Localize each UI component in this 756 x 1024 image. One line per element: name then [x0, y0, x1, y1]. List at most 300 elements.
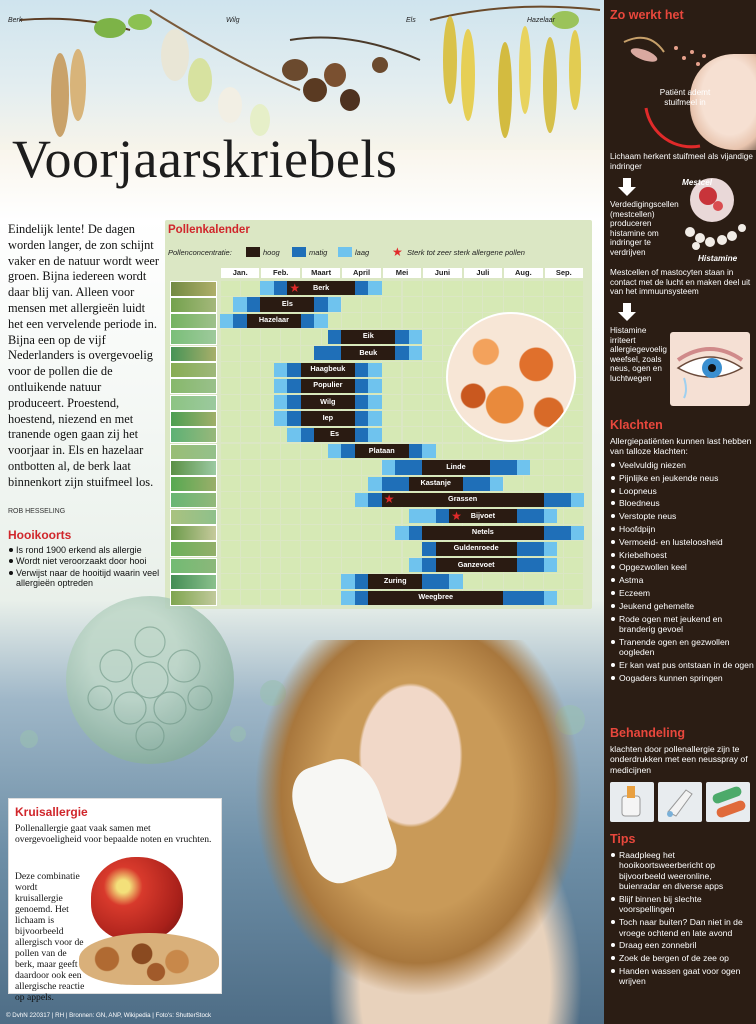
calendar-cell	[504, 281, 523, 296]
pollen-band-medium	[355, 281, 368, 295]
calendar-cell	[342, 509, 361, 524]
calendar-cell	[241, 541, 260, 556]
pollen-band-medium	[544, 493, 571, 507]
plant-label: Ganzevoet	[457, 559, 495, 569]
plant-photo	[170, 509, 217, 525]
calendar-cell	[423, 378, 442, 393]
calendar-cell	[241, 590, 260, 605]
calendar-cell	[382, 541, 401, 556]
plant-label: Els	[281, 298, 293, 308]
pollen-band-medium	[328, 330, 341, 344]
plant-photo	[170, 525, 217, 541]
pollen-band-medium	[287, 395, 300, 409]
calendar-cell	[322, 509, 341, 524]
intro-text: Eindelijk lente! De dagen worden langer, de zon schijnt vaker en de natuur wordt weer groen. Bijna iedereen wordt daar blij van. Alleen voor mensen met allergieën luidt het een vervelende periode in. Bijna een op de vijf Nederlanders is overgevoelig voor de pollen die de ontluikende natuur produceert. Proestend, hoestend, niezend en met tranende ogen gaan zij het voorjaar in. Els en hazelaar ontbotten al, de berk laat binnenkort zijn stuifmeel los.	[8, 222, 160, 489]
pollen-band-low	[355, 493, 368, 507]
pollen-band-medium	[409, 444, 422, 458]
calendar-cell	[281, 444, 300, 459]
calendar-cell	[564, 444, 583, 459]
calendar-cell	[524, 444, 543, 459]
klacht-item: Eczeem	[610, 588, 754, 598]
pollen-band-medium	[355, 574, 368, 588]
calendar-cell	[261, 492, 280, 507]
calendar-cell	[221, 427, 240, 442]
pollen-band-medium	[274, 281, 287, 295]
pollen-band-low	[328, 297, 341, 311]
right-sidebar	[604, 0, 756, 1024]
calendar-cell	[362, 558, 381, 573]
plant-photo	[170, 281, 217, 297]
pollen-band-medium	[517, 542, 544, 556]
pollen-source-icon	[624, 38, 706, 66]
klacht-item: Loopneus	[610, 486, 754, 496]
calendar-cell	[221, 281, 240, 296]
pollen-band-medium	[422, 542, 435, 556]
plant-photo	[170, 346, 217, 362]
pollen-band-medium	[490, 460, 517, 474]
calendar-cell	[221, 444, 240, 459]
calendar-cell	[403, 313, 422, 328]
pollen-band-low	[544, 591, 557, 605]
calendar-cell	[322, 525, 341, 540]
pollen-hex-pattern	[66, 596, 234, 764]
pollen-band-medium	[395, 460, 422, 474]
pollen-band-low	[544, 509, 557, 523]
pollen-band-medium	[463, 477, 490, 491]
plant-photo	[170, 492, 217, 508]
allergen-star-icon: ★	[289, 280, 301, 295]
calendar-cell	[564, 427, 583, 442]
pollen-grain-illustration	[66, 596, 234, 764]
pollen-band-low	[395, 526, 408, 540]
plant-photo	[170, 558, 217, 574]
klacht-item: Er kan wat pus ontstaan in de ogen	[610, 660, 754, 670]
plant-label: Zuring	[383, 575, 407, 585]
hooikoorts-section	[8, 528, 164, 590]
calendar-cell	[261, 525, 280, 540]
pollen-band-low	[274, 363, 287, 377]
woman-sneezing-photo	[232, 640, 604, 1024]
legend-swatch-medium	[292, 247, 306, 257]
calendar-cell	[261, 444, 280, 459]
klacht-item: Hoofdpijn	[610, 524, 754, 534]
calendar-cell	[544, 297, 563, 312]
pollen-band-low	[274, 411, 287, 425]
drops-image	[658, 782, 702, 822]
calendar-cell	[443, 444, 462, 459]
pollen-band-low	[341, 574, 354, 588]
pollen-band-medium	[287, 411, 300, 425]
calendar-cell	[261, 329, 280, 344]
calendar-cell	[403, 362, 422, 377]
plant-photo	[170, 362, 217, 378]
pollen-band-medium	[382, 477, 409, 491]
klacht-item: Astma	[610, 575, 754, 585]
calendar-cell	[281, 509, 300, 524]
month-label: Jan.	[221, 268, 259, 278]
pollen-band-low	[544, 542, 557, 556]
klachten-title: Klachten	[610, 418, 663, 432]
klacht-item: Opgezwollen keel	[610, 562, 754, 572]
calendar-cell	[362, 460, 381, 475]
calendar-cell	[564, 509, 583, 524]
plant-label: Haagbeuk	[310, 364, 346, 373]
calendar-cell	[261, 476, 280, 491]
pollen-band-medium	[301, 428, 314, 442]
pollen-band-low	[422, 444, 435, 458]
pollen-band-low	[368, 281, 381, 295]
pollen-microscope-image	[446, 312, 576, 442]
pollen-band-low	[382, 460, 395, 474]
plant-photo	[170, 329, 217, 345]
calendar-cell	[362, 541, 381, 556]
kruisallergie-text-2: Deze combinatie wordt kruisallergie genoemd. Het lichaam is bijvoorbeeld allergisch voor de pollen van de berk, maar geeft daardoor ook een allergische reactie op appels.	[15, 871, 85, 1003]
calendar-cell	[564, 590, 583, 605]
legend-swatch-high	[246, 247, 260, 257]
plant-label: Wilg	[320, 396, 336, 406]
calendar-cell	[504, 444, 523, 459]
klacht-item: Jeukend gehemelte	[610, 601, 754, 611]
tree-label-hazelaar: Hazelaar	[527, 17, 556, 24]
calendar-cell	[221, 362, 240, 377]
calendar-cell	[463, 444, 482, 459]
plant-label: Es	[330, 429, 340, 439]
calendar-cell	[281, 574, 300, 589]
calendar-cell	[221, 590, 240, 605]
page-title: Voorjaarskriebels	[12, 129, 398, 189]
calendar-cell	[221, 329, 240, 344]
calendar-cell	[281, 590, 300, 605]
pollen-band-low	[409, 509, 436, 523]
calendar-cell	[281, 525, 300, 540]
calendar-cell	[423, 411, 442, 426]
calendar-cell	[342, 460, 361, 475]
tip-item: Handen wassen gaat voor ogen wrijven	[610, 966, 754, 987]
down-arrow-icon	[618, 303, 636, 321]
calendar-cell	[221, 378, 240, 393]
klachten-intro: Allergiepatiënten kunnen last hebben van talloze klachten:	[610, 436, 752, 457]
calendar-cell	[443, 281, 462, 296]
month-label: Sep.	[545, 268, 583, 278]
calendar-cell	[524, 574, 543, 589]
down-arrow-icon	[618, 178, 636, 196]
legend-label: Pollenconcentratie:	[168, 248, 232, 257]
calendar-cell	[261, 541, 280, 556]
calendar-cell	[261, 558, 280, 573]
calendar-cell	[281, 492, 300, 507]
legend-high: hoog	[263, 248, 280, 257]
calendar-cell	[241, 574, 260, 589]
calendar-cell	[564, 411, 583, 426]
calendar-cell	[241, 346, 260, 361]
calendar-cell	[382, 509, 401, 524]
pollen-band-medium	[247, 297, 260, 311]
plant-photo	[170, 590, 217, 606]
calendar-cell	[261, 509, 280, 524]
plant-photo	[170, 541, 217, 557]
calendar-cell	[221, 476, 240, 491]
legend-low: laag	[355, 248, 370, 257]
plant-photo	[170, 476, 217, 492]
pollen-band-medium	[233, 314, 246, 328]
pollen-band-medium	[355, 379, 368, 393]
pollen-band-low	[368, 428, 381, 442]
calendar-cell	[301, 574, 320, 589]
klacht-item: Bloedneus	[610, 498, 754, 508]
calendar-cell	[463, 281, 482, 296]
klacht-item: Vermoeid- en lusteloosheid	[610, 537, 754, 547]
calendar-cell	[221, 525, 240, 540]
allergen-star-icon: ★	[451, 508, 462, 523]
calendar-cell	[483, 297, 502, 312]
calendar-cell	[281, 329, 300, 344]
calendar-cell	[443, 297, 462, 312]
calendar-cell	[443, 427, 462, 442]
calendar-cell	[322, 492, 341, 507]
calendar-cell	[301, 476, 320, 491]
calendar-cell	[362, 313, 381, 328]
plant-label: Iep	[322, 412, 334, 422]
calendar-cell	[403, 395, 422, 410]
pollen-band-medium	[503, 591, 543, 605]
calendar-cell	[322, 558, 341, 573]
calendar-cell	[423, 281, 442, 296]
calendar-cell	[322, 541, 341, 556]
pollen-band-medium	[422, 574, 449, 588]
calendar-cell	[382, 411, 401, 426]
pollen-band-low	[314, 314, 327, 328]
calendar-cell	[241, 281, 260, 296]
plant-photo	[170, 427, 217, 443]
calendar-cell	[221, 460, 240, 475]
calendar-cell	[241, 362, 260, 377]
plant-photo	[170, 297, 217, 313]
histamine-icon	[685, 224, 746, 250]
nasal-spray-image	[610, 782, 654, 822]
histamine-label: Histamine	[698, 254, 738, 263]
klacht-item: Oogaders kunnen springen	[610, 673, 754, 683]
calendar-cell	[362, 525, 381, 540]
pollen-band-medium	[368, 493, 381, 507]
pollen-band-low	[571, 526, 584, 540]
calendar-cell	[281, 558, 300, 573]
calendar-cell	[382, 378, 401, 393]
plant-label: Bijvoet	[470, 510, 496, 520]
kruisallergie-box	[8, 798, 222, 1003]
pollenkalender-title: Pollenkalender	[168, 224, 250, 236]
pollen-band-low	[409, 558, 422, 572]
calendar-cell	[403, 378, 422, 393]
eye-image	[670, 332, 750, 406]
tree-label-berk: Berk	[8, 17, 23, 24]
plant-label: Weegbree	[418, 592, 454, 602]
pollen-band-low	[517, 460, 530, 474]
calendar-cell	[342, 525, 361, 540]
calendar-cell	[382, 297, 401, 312]
pollen-band-medium	[355, 395, 368, 409]
klacht-item: Veelvuldig niezen	[610, 460, 754, 470]
pollen-band-low	[544, 558, 557, 572]
pollen-band-medium	[355, 411, 368, 425]
pollen-band-low	[287, 428, 300, 442]
pollen-band-medium	[395, 346, 408, 360]
calendar-cell	[564, 297, 583, 312]
pollen-band-low	[368, 411, 381, 425]
calendar-cell	[564, 558, 583, 573]
calendar-cell	[423, 427, 442, 442]
kruisallergie-title: Kruisallergie	[15, 805, 88, 819]
calendar-cell	[524, 476, 543, 491]
verdedigingscellen-text: Verdedigingscellen (mestcellen) produceren histamine om indringer te verdrijven	[610, 200, 679, 257]
byline: ROB HESSELING	[8, 508, 66, 515]
plant-label: Eik	[362, 331, 374, 341]
pills-image	[706, 782, 750, 822]
month-label: Feb.	[261, 268, 299, 278]
pollen-band-low	[233, 297, 246, 311]
hooikoorts-bullet: Verwijst naar de hooitijd waarin veel allergieën optreden	[8, 568, 164, 589]
calendar-cell	[564, 476, 583, 491]
calendar-cell	[342, 313, 361, 328]
pollen-band-medium	[544, 526, 571, 540]
tip-item: Blijf binnen bij slechte voorspellingen	[610, 894, 754, 915]
month-label: Maart	[302, 268, 340, 278]
calendar-cell	[221, 411, 240, 426]
calendar-cell	[301, 558, 320, 573]
calendar-cell	[261, 346, 280, 361]
hooikoorts-title: Hooikoorts	[8, 528, 72, 542]
pollen-band-medium	[287, 379, 300, 393]
legend-swatch-low	[338, 247, 352, 257]
plant-label: Netels	[471, 527, 494, 536]
month-label: Juli	[464, 268, 502, 278]
plant-photo	[170, 444, 217, 460]
calendar-cell	[241, 509, 260, 524]
pollen-band-medium	[314, 346, 341, 360]
calendar-cell	[301, 541, 320, 556]
plant-photo	[170, 378, 217, 394]
calendar-cell	[382, 427, 401, 442]
tips-title: Tips	[610, 832, 636, 846]
month-label: Aug.	[504, 268, 542, 278]
herkent-text: Lichaam herkent stuifmeel als vijandige indringer	[610, 152, 753, 171]
zo-werkt-het-title: Zo werkt het	[610, 8, 684, 22]
calendar-cell	[544, 574, 563, 589]
plant-label: Kastanje	[420, 478, 451, 488]
calendar-cell	[241, 427, 260, 442]
plant-photo	[170, 460, 217, 476]
month-label: Juni	[423, 268, 461, 278]
pollen-band-low	[368, 395, 381, 409]
calendar-cell	[301, 460, 320, 475]
calendar-cell	[342, 558, 361, 573]
legend-star-icon: ★	[392, 245, 403, 259]
calendar-cell	[423, 329, 442, 344]
behandeling-text: klachten door pollenallergie zijn te onderdrukken met een neusspray of medicijnen	[610, 744, 748, 775]
pollen-band-medium	[517, 509, 544, 523]
calendar-cell	[564, 329, 583, 344]
pollen-band-medium	[395, 330, 408, 344]
calendar-cell	[301, 525, 320, 540]
calendar-cell	[221, 492, 240, 507]
plant-label: Hazelaar	[258, 315, 289, 325]
pollen-band-medium	[355, 591, 368, 605]
calendar-cell	[221, 574, 240, 589]
irriteert-text: Histamine irriteert allergiegevoelig weefsel, zoals neus, ogen en luchtwegen	[610, 326, 667, 383]
calendar-cell	[483, 281, 502, 296]
pollen-band-low	[409, 346, 422, 360]
calendar-cell	[524, 297, 543, 312]
calendar-cell	[221, 395, 240, 410]
pollen-band-low	[571, 493, 584, 507]
pollen-band-medium	[436, 509, 449, 523]
plant-label: Grassen	[448, 494, 478, 504]
calendar-cell	[403, 411, 422, 426]
calendar-cell	[544, 476, 563, 491]
tree-label-els: Els	[406, 17, 416, 24]
calendar-cell	[322, 460, 341, 475]
calendar-cell	[221, 541, 240, 556]
calendar-cell	[241, 525, 260, 540]
nuts-image	[79, 933, 219, 985]
calendar-cell	[221, 346, 240, 361]
footer-credits: © DvhN 220317 | RH | Bronnen: GN, ANP, Wikipedia | Foto's: ShutterStock	[6, 1012, 212, 1019]
month-label: Mei	[383, 268, 421, 278]
klacht-item: Kriebelhoest	[610, 550, 754, 560]
pollen-band-low	[274, 379, 287, 393]
calendar-cell	[423, 297, 442, 312]
calendar-cell	[342, 541, 361, 556]
calendar-cell	[241, 558, 260, 573]
calendar-cell	[301, 329, 320, 344]
calendar-cell	[261, 427, 280, 442]
plant-label: Beuk	[359, 347, 378, 357]
calendar-cell	[564, 574, 583, 589]
calendar-cell	[301, 492, 320, 507]
pollen-band-medium	[287, 363, 300, 377]
tree-label-wilg: Wilg	[226, 17, 240, 24]
calendar-cell	[504, 476, 523, 491]
calendar-cell	[382, 395, 401, 410]
calendar-cell	[423, 313, 442, 328]
calendar-cell	[382, 362, 401, 377]
month-label: April	[342, 268, 380, 278]
calendar-cell	[241, 378, 260, 393]
pollen-band-low	[368, 379, 381, 393]
pollen-band-low	[328, 444, 341, 458]
hooikoorts-bullet: Wordt niet veroorzaakt door hooi	[8, 556, 164, 566]
small-pollen-grain	[20, 730, 38, 748]
tip-item: Raadpleeg het hooikoortsweerbericht op bijvoorbeeld weeronline, buienradar en diverse apps	[610, 850, 754, 892]
calendar-cell	[423, 395, 442, 410]
calendar-cell	[564, 541, 583, 556]
pollen-band-low	[274, 395, 287, 409]
pollen-band-medium	[355, 428, 368, 442]
calendar-cell	[261, 574, 280, 589]
calendar-cell	[504, 297, 523, 312]
calendar-cell	[281, 476, 300, 491]
klacht-item: Rode ogen met jeukend en branderig gevoel	[610, 614, 754, 635]
legend-medium: matig	[309, 248, 328, 257]
tip-item: Toch naar buiten? Dan niet in de vroege ochtend en late avond	[610, 917, 754, 938]
calendar-cell	[322, 574, 341, 589]
calendar-cell	[322, 476, 341, 491]
plant-photo	[170, 313, 217, 329]
calendar-cell	[544, 444, 563, 459]
calendar-cell	[342, 297, 361, 312]
calendar-cell	[241, 460, 260, 475]
pollen-band-low	[409, 330, 422, 344]
calendar-cell	[241, 329, 260, 344]
